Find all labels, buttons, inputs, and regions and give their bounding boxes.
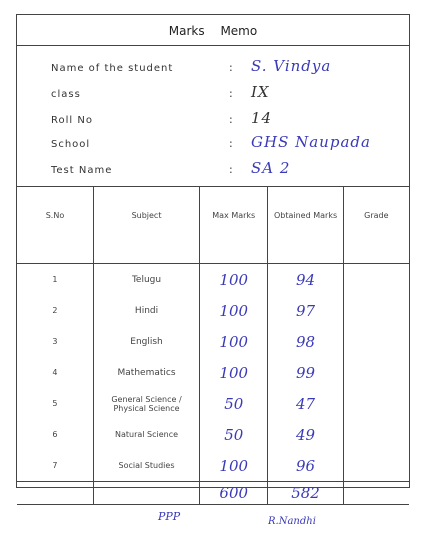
info-row-roll xyxy=(37,109,397,133)
cell-obtained: 94 xyxy=(268,264,343,296)
signature-right: R.Nandhi xyxy=(268,516,316,527)
cell-subject: Telugu xyxy=(93,264,199,296)
cell-sno: 1 xyxy=(52,275,58,284)
cell-sno: 6 xyxy=(52,430,58,439)
info-colon: : xyxy=(229,113,233,126)
table-header-row xyxy=(17,187,409,264)
cell-subject: General Science / Physical Science xyxy=(93,388,199,419)
header-obtained: Obtained Marks xyxy=(268,187,343,264)
marks-memo-sheet xyxy=(16,14,410,502)
cell-max: 50 xyxy=(200,419,268,450)
cell-max: 100 xyxy=(200,326,268,357)
info-row-test xyxy=(37,159,397,183)
cell-blank xyxy=(17,482,93,505)
info-value: GHS Naupada xyxy=(251,133,371,151)
header-max: Max Marks xyxy=(200,187,268,264)
info-colon: : xyxy=(229,163,233,176)
info-label: class xyxy=(51,89,81,100)
table-row xyxy=(17,357,409,388)
cell-subject: Natural Science xyxy=(93,419,199,450)
cell-sno: 5 xyxy=(52,399,58,408)
cell-obtained: 96 xyxy=(268,450,343,482)
table-row xyxy=(17,326,409,357)
cell-obtained: 49 xyxy=(268,419,343,450)
cell-sno: 3 xyxy=(52,337,58,346)
marks-table xyxy=(17,186,409,505)
info-row-school xyxy=(37,133,397,157)
info-colon: : xyxy=(229,61,233,74)
info-label: Name of the student xyxy=(51,63,174,74)
info-row-name xyxy=(37,57,397,81)
info-colon: : xyxy=(229,87,233,100)
cell-obtained: 99 xyxy=(268,357,343,388)
cell-subject: Hindi xyxy=(93,295,199,326)
cell-grade xyxy=(343,450,409,482)
cell-max: 50 xyxy=(200,388,268,419)
cell-grade xyxy=(343,388,409,419)
info-label: School xyxy=(51,139,91,150)
totals-row xyxy=(17,482,409,505)
header-subject: Subject xyxy=(93,187,199,264)
header-sno: S.No xyxy=(17,187,93,264)
cell-grade xyxy=(343,419,409,450)
info-label: Roll No xyxy=(51,115,93,126)
cell-max: 100 xyxy=(200,357,268,388)
total-max: 600 xyxy=(200,482,268,505)
table-row xyxy=(17,419,409,450)
cell-blank xyxy=(343,482,409,505)
cell-grade xyxy=(343,326,409,357)
info-label: Test Name xyxy=(51,165,113,176)
info-value: SA 2 xyxy=(251,159,291,177)
info-value: 14 xyxy=(251,109,273,127)
cell-sno: 4 xyxy=(52,368,58,377)
table-row xyxy=(17,264,409,296)
cell-subject: Social Studies xyxy=(93,450,199,482)
table-row xyxy=(17,295,409,326)
total-obtained: 582 xyxy=(268,482,343,505)
info-value: IX xyxy=(251,83,270,101)
cell-subject: Mathematics xyxy=(93,357,199,388)
cell-sno: 2 xyxy=(52,306,58,315)
cell-max: 100 xyxy=(200,264,268,296)
cell-max: 100 xyxy=(200,295,268,326)
cell-obtained: 98 xyxy=(268,326,343,357)
cell-obtained: 47 xyxy=(268,388,343,419)
info-value: S. Vindya xyxy=(251,57,332,75)
table-row xyxy=(17,450,409,482)
memo-title xyxy=(17,15,409,46)
cell-max: 100 xyxy=(200,450,268,482)
cell-grade xyxy=(343,295,409,326)
title-marks: Marks xyxy=(168,24,205,38)
info-row-class xyxy=(37,83,397,107)
cell-blank xyxy=(93,482,199,505)
signature-left: PPP xyxy=(158,510,181,523)
cell-grade xyxy=(343,264,409,296)
cell-grade xyxy=(343,357,409,388)
cell-sno: 7 xyxy=(52,461,58,470)
table-row xyxy=(17,388,409,419)
title-memo: Memo xyxy=(220,24,258,38)
cell-subject: English xyxy=(93,326,199,357)
header-grade: Grade xyxy=(343,187,409,264)
cell-obtained: 97 xyxy=(268,295,343,326)
info-colon: : xyxy=(229,137,233,150)
